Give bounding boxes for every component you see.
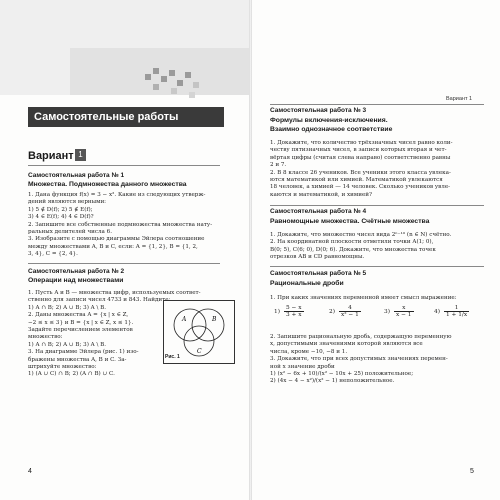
text-line: бражены множества A, B и C. За-	[28, 356, 127, 363]
text-line: 3) 4 ∈ E(f); 4) 4 ∈ D(f)?	[28, 214, 94, 221]
text-line: между множествами A, B и C, если: A = {1, 2}, B = {1, 2,	[28, 243, 198, 250]
set-a-label: A	[182, 316, 187, 323]
text-line: 2. На координатной плоскости отметили точки A(1; 0),	[270, 239, 434, 246]
text-line: 2 и 7.	[270, 162, 287, 169]
fraction-option-2	[329, 305, 361, 318]
variant-label: Вариант	[28, 150, 74, 162]
fraction-numerator: x	[394, 305, 414, 312]
work4-body	[270, 232, 451, 262]
work3-subtitle-line2: Взаимно однозначное соответствие	[270, 126, 393, 133]
work2-title: Самостоятельная работа № 2	[28, 268, 125, 275]
divider	[270, 205, 484, 206]
option-label: 4)	[434, 309, 440, 315]
text-line: 1. При каких значениях переменной имеет смысл выражение:	[270, 295, 457, 301]
text-line: B(0; 5), C(6; 0), D(0; 6). Докажите, что множества точек	[270, 246, 436, 253]
work5-title: Самостоятельная работа № 5	[270, 270, 367, 277]
fraction-denominator: 3 + x	[286, 312, 302, 318]
fraction-denominator: 1 + 1/x	[446, 312, 468, 318]
page-number: 4	[28, 468, 32, 475]
work1-title: Самостоятельная работа № 1	[28, 172, 125, 179]
option-label: 2)	[329, 309, 335, 315]
variant-number-badge: 1	[75, 149, 86, 161]
text-line: ральных делителей числа 6.	[28, 229, 113, 236]
divider	[28, 263, 220, 264]
set-b-label: B	[212, 316, 217, 323]
fraction-numerator: 4	[339, 305, 361, 312]
work5-body	[270, 334, 451, 386]
text-line: 1) A ∩ B; 2) A ∪ B; 3) A \ B.	[28, 304, 107, 311]
fraction-option-3	[384, 305, 414, 318]
text-line: каются и математикой, и химией?	[270, 191, 372, 198]
section-title: Самостоятельные работы	[28, 107, 224, 127]
text-line: 2. В 8 классе 26 учеников. Все ученики этого класса увлека-	[270, 169, 451, 176]
divider	[270, 266, 484, 267]
work2-subtitle: Операции над множествами	[28, 277, 124, 284]
work1-body	[28, 192, 212, 259]
work5-subtitle: Рациональные дроби	[270, 280, 344, 287]
set-a-circle	[174, 309, 206, 341]
text-line: 1. Докажите, что количество трёхзначных чисел равно коли-	[270, 140, 453, 146]
text-line: 1) (x² − 6x + 10)/(x² − 10x + 25) положительное;	[270, 371, 414, 378]
text-line: числа, кроме −10, −8 и 1.	[270, 348, 348, 355]
text-line: 2. Запишите все собственные подмножества множества нату-	[28, 221, 213, 228]
fraction-option-4	[434, 305, 469, 318]
work1-subtitle: Множества. Подмножества данного множества	[28, 181, 187, 188]
decorative-pixel-pattern	[145, 68, 205, 108]
text-line: вёртая цифры (считая слева направо) соответственно равны	[270, 154, 451, 161]
divider	[270, 104, 484, 105]
page-number: 5	[470, 468, 474, 475]
text-line: дений являются верными:	[28, 199, 107, 206]
text-line: 1) A ∩ B; 2) A ∪ B; 3) A \ B.	[28, 341, 107, 348]
text-line: 1. Докажите, что множество чисел вида 2ⁿ⁻¹⁰ (n ∈ N) счётно.	[270, 232, 452, 238]
work3-body	[270, 140, 453, 199]
divider	[28, 165, 220, 166]
right-page	[252, 0, 500, 500]
text-line: отрезков AB и CD равномощны.	[270, 254, 365, 261]
text-line: −2 ≤ x ≤ 3} и B = {x | x ∈ Z, x ≤ 1}.	[28, 319, 134, 326]
text-line: ственно для записи чисел 4733 и 843. Найдите:	[28, 297, 171, 304]
text-line: x, допустимыми значениями которой являются все	[270, 341, 423, 348]
text-line: 2) (4x − 4 − x²)/(x² − 1) неположительное.	[270, 378, 395, 385]
text-line: 2. Запишите рациональную дробь, содержащую переменную	[270, 334, 452, 340]
set-c-label: C	[197, 348, 202, 355]
text-line: 2. Даны множества A = {x | x ∈ Z,	[28, 312, 129, 319]
set-b-circle	[192, 309, 224, 341]
work4-title: Самостоятельная работа № 4	[270, 208, 367, 215]
text-line: 1. Пусть A и B — множества цифр, используемых соответ-	[28, 290, 201, 296]
fraction-denominator: x² − 1	[341, 312, 359, 318]
text-line: 1. Дана функция f(x) = 3 − x². Какие из следующих утверж-	[28, 192, 206, 198]
text-line: 3. Докажите, что при всех допустимых значениях перемен-	[270, 356, 448, 363]
work4-subtitle: Равномощные множества. Счётные множества	[270, 218, 430, 225]
option-label: 1)	[274, 309, 280, 315]
fraction-option-1	[274, 305, 304, 318]
fraction-numerator: 1	[444, 305, 469, 312]
text-line: 1) 5 ∉ D(f); 2) 5 ∉ E(f);	[28, 206, 93, 213]
text-line: 3, 4}, C = {2, 4}.	[28, 251, 78, 258]
text-line: 1) (A ∪ C) ∩ B; 2) (A ∩ B) ∪ C.	[28, 371, 115, 378]
work3-subtitle-line1: Формулы включения-исключения.	[270, 117, 388, 124]
work3-title: Самостоятельная работа № 3	[270, 107, 367, 114]
fraction-denominator: x − 1	[396, 312, 412, 318]
work5-intro	[270, 295, 457, 302]
text-line: штрихуйте множество:	[28, 364, 97, 371]
option-label: 3)	[384, 309, 390, 315]
fraction-numerator: 5 − x	[286, 305, 302, 311]
fraction-options	[274, 305, 484, 329]
text-line: честву пятизначных чисел, в записи которых вторая и чет-	[270, 147, 447, 154]
text-line: множество:	[28, 334, 63, 341]
text-line: ются математикой или химией. Математикой увлекаются	[270, 177, 443, 184]
figure-caption: Рис. 1	[165, 354, 180, 360]
text-line: 18 человек, а химией — 14 человек. Сколько учеников увле-	[270, 184, 451, 191]
running-head: Вариант 1	[446, 96, 473, 102]
text-line: Задайте перечислением элементов	[28, 327, 133, 334]
text-line: 3. Изобразите с помощью диаграммы Эйлера соотношение	[28, 236, 205, 243]
text-line: 3. На диаграмме Эйлера (рис. 1) изо-	[28, 349, 139, 356]
text-line: ной x значение дроби	[270, 363, 335, 370]
